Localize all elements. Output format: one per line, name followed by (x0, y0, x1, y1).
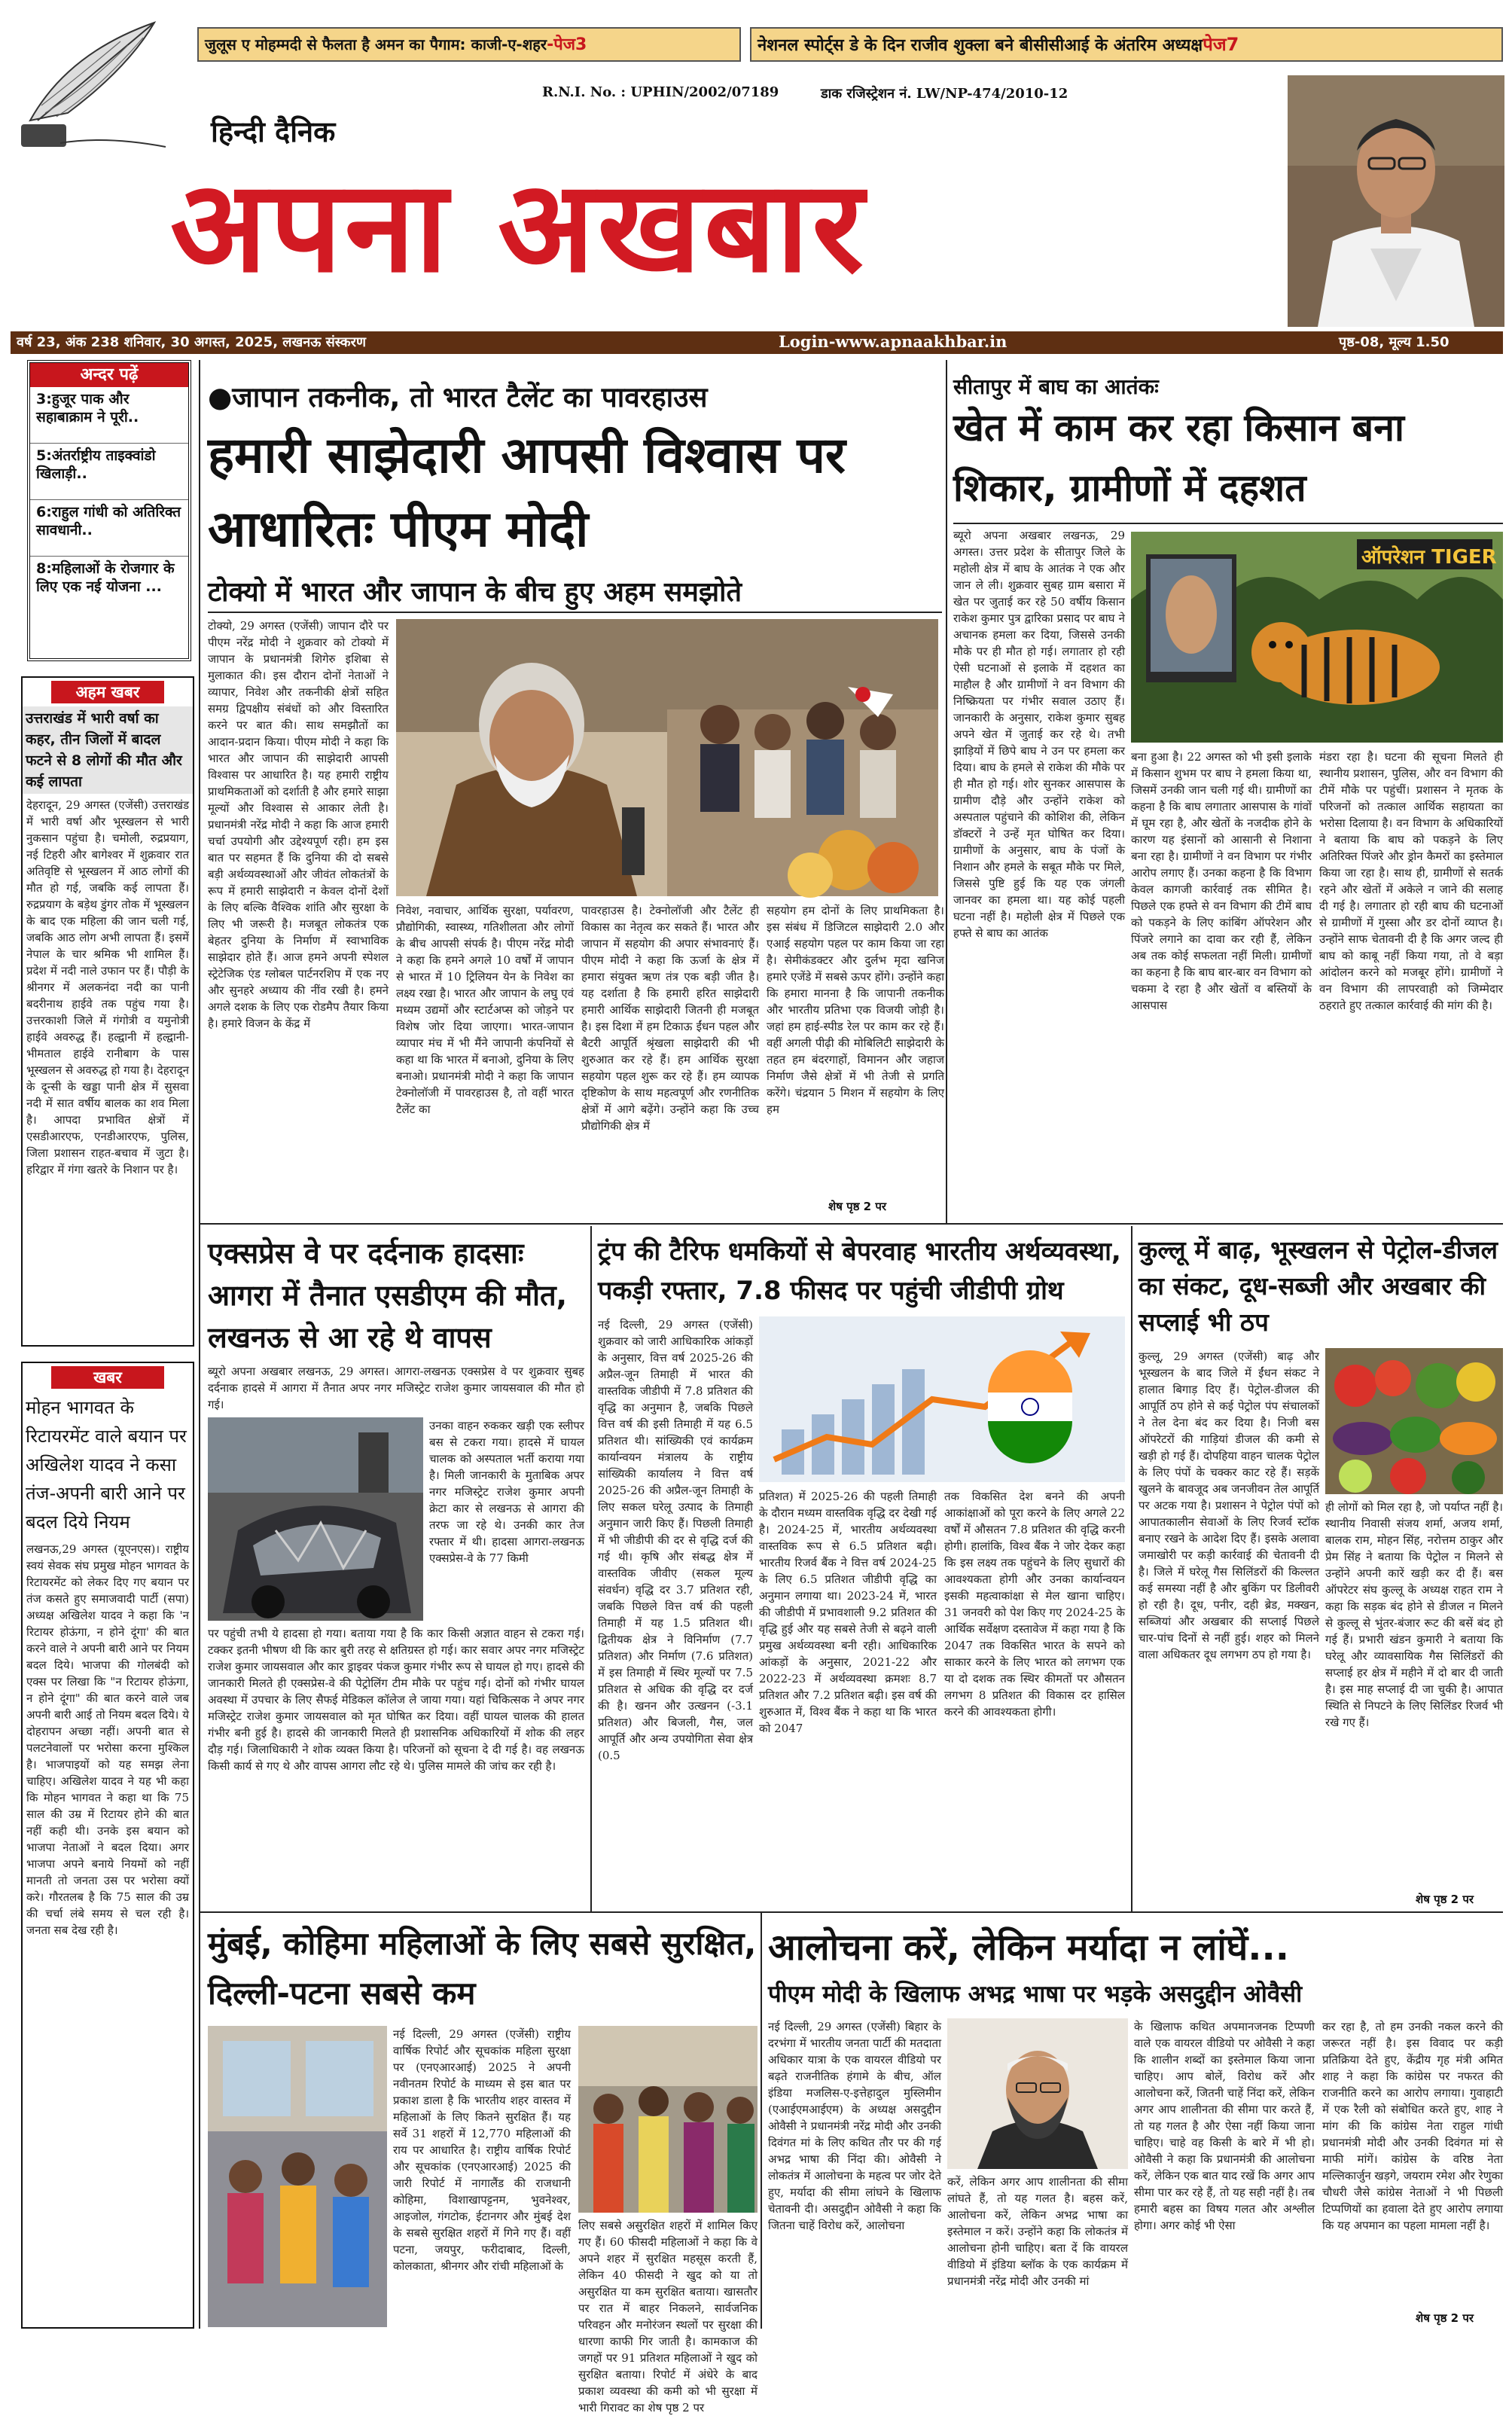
modi-column-b: निवेश, नवाचार, आर्थिक सुरक्षा, पर्यावरण, प्रौद्योगिकी, स्वास्थ्य, गतिशीलता और लोगों के बीच आपसी संपर्क है। पीएम नरेंद्र मोदी ने कहा कि हमने अगले 10 वर्षों में जापान से भारत में 10 ट्रिलियन येन के निवेश का लक्ष्य रखा है। भारत और जापान के लघु एवं मध्यम उद्यमों और स्टार्टअप्स को जोड़ने पर विशेष जोर दिया जाएगा। भारत-जापान व्यापार मंच में भी मैंने जापानी कंपनियों से कहा था कि भारत में बनाओ, दुनिया के लिए बनाओ। प्रधानमंत्री मोदी ने कहा कि जापान टेक्नोलॉजी में पावरहाउस है, तो वहीं भारत टैलेंट का (396, 904, 574, 1116)
gdp-chart-photo (759, 1316, 1125, 1482)
column-divider (590, 1226, 592, 1911)
divider (953, 523, 1503, 524)
column-divider (199, 360, 200, 2329)
tiger-photo (1131, 532, 1503, 743)
important-headline: उत्तराखंड में भारी वर्षा का कहर, तीन जिलों में बादल फटने से 8 लोगों की मौत और कई लापता (23, 706, 193, 794)
dateline-bar (11, 331, 1503, 354)
column-divider (761, 1913, 762, 2329)
rajeev-shukla-photo (1288, 75, 1504, 327)
modi-headline: हमारी साझेदारी आपसी विश्वास पर आधारितः पीएम मोदी (208, 426, 846, 558)
women-crowd-photo (578, 2026, 758, 2213)
women-column-b: लिए सबसे असुरक्षित शहरों में शामिल किए गए हैं। 60 फीसदी महिलाओं ने कहा कि वे अपने शहर में सुरक्षित महसूस करती हैं, लेकिन 40 फीसदी ने खुद को या तो असुरक्षित या कम सुरक्षित बताया। खासतौर पर रात में बाहर निकलने, सार्वजनिक परिवहन और मनोरंजन स्थलों पर सुरक्षा की धारणा काफी गिर जाती है। कामकाज की जगहों पर 91 प्रतिशत महिलाओं ने खुद को सुरक्षित बताया। रिपोर्ट में अंधेरे के बाद प्रकाश व्यवस्था की कमी को भी सुरक्षा में भारी गिरावट का शेष पृष्ठ 2 पर (578, 2219, 758, 2414)
modi-photo (396, 619, 938, 896)
modi-subhead: टोक्यो में भारत और जापान के बीच हुए अहम समझोते (208, 577, 742, 608)
inside-item[interactable]: 8:महिलाओं के रोजगार के लिए एक नई योजना ... (36, 560, 175, 595)
modi-kicker: ●जापान तकनीक, तो भारत टैलेंट का पावरहाउस (208, 381, 708, 413)
owaisi-continued[interactable]: शेष पृष्ठ 2 पर (1416, 2311, 1474, 2325)
women-column-a: नई दिल्ली, 29 अगस्त (एजेंसी) राष्ट्रीय वार्षिक रिपोर्ट और सूचकांक महिला सुरक्षा पर (एनएआरआई) 2025 ने अपनी नवीनतम रिपोर्ट के माध्यम से इस बात पर प्रकाश डाला है कि भारतीय शहर वास्तव में महिलाओं के लिए कितने सुरक्षित हैं। यह सर्वे 31 शहरों में 12,770 महिलाओं की राय पर आधारित है। राष्ट्रीय वार्षिक रिपोर्ट और सूचकांक (एनएआरआई) 2025 की जारी रिपोर्ट में नागालैंड की राजधानी कोहिमा, विशाखापट्टनम, भुवनेश्वर, आइजोल, गंगटोक, ईटानगर और मुंबई देश के सबसे सुरक्षित शहरों में गिने गए हैं। वहीं पटना, जयपुर, फरीदाबाद, दिल्ली, कोलकाता, श्रीनगर और रांची महिलाओं के (393, 2027, 571, 2273)
kullu-body-a: कुल्लू, 29 अगस्त (एजेंसी) बाढ़ और भूस्खलन के बाद जिले में ईंधन संकट ने हालात बिगाड़ दिए हैं। पेट्रोल-डीजल की आपूर्ति ठप होने से कई पेट्रोल पंप संचालकों ने तेल देना बंद कर दिया है। निजी बस ऑपरेटरों की गाड़ियां डीजल की कमी से खड़ी हो गई हैं। दोपहिया वाहन चालक पेट्रोल के लिए पंपों के चक्कर काट रहे हैं। सड़कें खुलने के बावजूद अब जनजीवन तेल आपूर्ति पर अटक गया है। प्रशासन ने पेट्रोल पंपों को आपातकालीन सेवाओं के लिए रिजर्व स्टॉक बनाए रखने के आदेश दिए हैं। इसके अलावा जमाखोरी पर कड़ी कार्रवाई की चेतावनी दी है। जिले में घरेलू गैस सिलिंडरों की किल्लत कई समस्या नहीं है और बुकिंग पर डिलीवरी हो रही है। दूध, पनीर, दही ब्रेड, मक्खन, सब्जियां और अखबार की सप्लाई पिछले चार-पांच दिनों से नहीं हुई। शहर को मिलने वाला अधिकतर दूध लगभग ठप हो गया है। (1139, 1350, 1319, 1661)
inside-box (27, 360, 191, 661)
women-headline: मुंबई, कोहिमा महिलाओं के लिए सबसे सुरक्षित, दिल्ली-पटना सबसे कम (208, 1925, 757, 2012)
dateline-right: पृष्ठ-08, मूल्य 1.50 (1339, 334, 1450, 350)
owaisi-column-a: नई दिल्ली, 29 अगस्त (एजेंसी) बिहार के दरभंगा में भारतीय जनता पार्टी की मतदाता अधिकार यात्रा के एक वायरल वीडियो पर बढ़ते राजनीतिक हंगामे के बीच, ऑल इंडिया मजलिस-ए-इत्तेहादुल मुस्लिमीन (एआईएमआईएम) के अध्यक्ष असदुद्दीन ओवैसी ने प्रधानमंत्री नरेंद्र मोदी और उनकी दिवंगत मां के लिए कथित तौर पर की गई अभद्र भाषा की निंदा की। ओवैसी ने लोकतंत्र में आलोचना के महत्व पर जोर देते हुए, मर्यादा की सीमा लांघने के खिलाफ चेतावनी दी। असदुद्दीन ओवैसी ने कहा कि जितना चाहें विरोध करें, आलोचना (768, 2020, 941, 2232)
news-box-body: लखनऊ,29 अगस्त (यूएनएस)। राष्ट्रीय स्वयं सेवक संघ प्रमुख मोहन भागवत के रिटायरमेंट को लेकर दिए गए बयान पर तंज कसते हुए समाजवादी पार्टी (सपा) अध्यक्ष अखिलेश यादव ने कहा कि 'न रिटायर होऊंगा, न होने दूंगा' की बात करने वाले ने अपनी बारी आने पर नियम बदल दिये। भाजपा की गोलबंदी को एक्स पर लिखा कि "न रिटायर होऊंगा, न होने दूंगा" की बात करने वाले जब अपनी बारी आई तो नियम बदल दिये। ये दोहरापन अच्छा नहीं। अपनी बात से पलटनेवालों पर भरोसा करना मुश्किल है। भाजपाइयों को यह समझ लेना चाहिए। अखिलेश यादव ने यह भी कहा कि मोहन भागवत ने कहा था कि 75 साल की उम्र में रिटायर होने की बात नहीं कही थी। उनके इस बयान को भाजपा नेताओं ने बदल दिया। अगर भाजपा अपने बनाये नियमों को नहीं मानती तो जनता उस पर भरोसा क्यों करे। गौरतलब है कि 75 साल की उम्र की चर्चा लंबे समय से चल रही है। जनता सब देख रही है। (26, 1542, 189, 1937)
kullu-continued[interactable]: शेष पृष्ठ 2 पर (1416, 1893, 1474, 1906)
tiger-image-caption: ऑपरेशन TIGER (1361, 546, 1497, 569)
agra-body-a: उनका वाहन रुककर खड़ी एक स्लीपर बस से टकरा गया। हादसे में घायल चालक को अस्पताल भर्ती कराया गया है। मिली जानकारी के मुताबिक अपर नगर मजिस्ट्रेट राजेश कुमार अपनी क्रेटा कार से लखनऊ से आगरा की तरफ जा रहे थे। उनकी कार तेज रफ्तार में थी। हादसा आगरा-लखनऊ एक्सप्रेस-वे के 77 किमी (429, 1419, 584, 1565)
agra-headline: एक्सप्रेस वे पर दर्दनाक हादसाः आगरा में तैनात एसडीएम की मौत, लखनऊ से आ रहे थे वापस (208, 1237, 568, 1354)
top-strip-left-page: -पेज3 (547, 35, 587, 54)
tiger-headline: खेत में काम कर रहा किसान बना शिकार, ग्रामीणों में दहशत (953, 406, 1404, 510)
vegetables-photo (1325, 1348, 1503, 1494)
tiger-column-c: मंडरा रहा है। घटना की सूचना मिलते ही स्थानीय प्रशासन, पुलिस, और वन विभाग की टीमें मौके पर पहुंचीं। प्रशासन ने मृतक के परिजनों को तत्काल आर्थिक सहायता का भरोसा दिलाया है। वन विभाग के अधिकारियों ने बताया कि बाघ को पकड़ने के लिए अतिरिक्त पिंजरे और ड्रोन कैमरों का इस्तेमाल किया जा रहा है। साथ ही, ग्रामीणों से सतर्क रहने और खेतों में अकेले न जाने की सलाह दी गई है। लगातार हो रही बाघ की घटनाओं से ग्रामीणों में गुस्सा और डर दोनों व्याप्त है। उन्होंने साफ चेतावनी दी है कि अगर जल्द ही बाघ को काबू नहीं किया गया, तो वे बड़ा आंदोलन करने को मजबूर होंगे। ग्रामीणों ने वन विभाग की लापरवाही को जिम्मेदार ठहराते हुए तत्काल कार्रवाई की मांग की है। (1319, 750, 1503, 1012)
divider (200, 1911, 1503, 1913)
top-strip-left-text: जुलूस ए मोहम्मदी से फैलता है अमन का पैगाम: काजी-ए-शहर (205, 35, 547, 53)
tiger-column-b: बना हुआ है। 22 अगस्त को भी इसी इलाके में किसान शुभम पर बाघ ने हमला किया था, जिसमें उनकी जान चली गई थी। ग्रामीणों का कहना है कि बाघ लगातार आसपास के गांवों में घूम रहा है, और खेतों के नजदीक होने के कारण यह इंसानों को आसानी से निशाना बना रहा है। ग्रामीणों ने वन विभाग पर गंभीर आरोप लगाए हैं। उनका कहना है कि विभाग केवल कागजी कार्रवाई तक सीमित है। पिछले एक हफ्ते से वन विभाग की टीमें बाघ को पकड़ने के लिए कांबिंग ऑपरेशन और पिंजरे लगाने का दावा कर रही हैं, लेकिन अब तक कोई सफलता नहीं मिली। ग्रामीणों का कहना है कि बाघ बार-बार वन विभाग को चकमा दे रहा है और खेतों व बस्तियों के आसपास (1131, 750, 1312, 1012)
inside-item[interactable]: 6:राहुल गांधी को अतिरिक्त सावधानी.. (30, 500, 188, 557)
tiger-kicker: सीतापुर में बाघ का आतंकः (953, 374, 1159, 399)
modi-column-d: सहयोग हम दोनों के लिए प्राथमिकता है। इस संबंध में डिजिटल साझेदारी 2.0 और एआई सहयोग पहल पर काम किया जा रहा है। सेमीकंडक्टर और दुर्लभ मृदा खनिज हमारे एजेंडे में सबसे ऊपर होंगे। उन्होंने कहा कि हमारा मानना है कि जापानी तकनीक और भारतीय प्रतिभा एक विजयी जोड़ी है। जहां हम हाई-स्पीड रेल पर काम कर रहे हैं। वहीं अगली पीढ़ी की मोबिलिटी साझेदारी के तहत हम बंदरगाहों, विमानन और जहाज निर्माण जैसे क्षेत्रों में भी तेजी से प्रगति करेंगे। चंद्रयान 5 मिशन में सहयोग के लिए हम (767, 904, 944, 1116)
column-divider (1131, 1226, 1132, 1911)
inside-item[interactable]: 3:हुजूर पाक और सहाबाक्राम ने पूरी.. (30, 387, 188, 444)
top-strip-right[interactable] (750, 27, 1503, 62)
gdp-column-a: नई दिल्ली, 29 अगस्त (एजेंसी) शुक्रवार को जारी आधिकारिक आंकड़ों के अनुसार, वित्त वर्ष 2025-26 की अप्रैल-जून तिमाही में भारत की वास्तविक जीडीपी में 7.8 प्रतिशत की वृद्धि का अनुमान है, जबकि पिछले वित्त वर्ष की इसी तिमाही में यह 6.5 प्रतिशत थी। सांख्यिकी एवं कार्यक्रम कार्यान्वयन मंत्रालय के राष्ट्रीय सांख्यिकी कार्यालय ने वित्त वर्ष 2025-26 की अप्रैल-जून तिमाही के लिए सकल घरेलू उत्पाद के तिमाही अनुमान जारी किए हैं। पिछली तिमाही में भी जीडीपी की दर से वृद्धि दर्ज की गई थी। कृषि और संबद्ध क्षेत्र में वास्तविक जीवीए (सकल मूल्य संवर्धन) वृद्धि दर 3.7 प्रतिशत रही, जबकि पिछले वित्त वर्ष की पहली तिमाही में यह 1.5 प्रतिशत थी। द्वितीयक क्षेत्र ने विनिर्माण (7.7 प्रतिशत) और निर्माण (7.6 प्रतिशत) में इस तिमाही में स्थिर मूल्यों पर 7.5 प्रतिशत से अधिक की वृद्धि दर दर्ज की है। खनन और उत्खनन (-3.1 प्रतिशत) और बिजली, गैस, जल आपूर्ति और अन्य उपयोगिता सेवा क्षेत्र (0.5 (598, 1318, 753, 1762)
news-box-headline: मोहन भागवत के रिटायरमेंट वाले बयान पर अखिलेश यादव ने कसा तंज-अपनी बारी आने पर बदल दिये नियम (26, 1397, 187, 1533)
kullu-body-b: ही लोगों को मिल रहा है, जो पर्याप्त नहीं है। स्थानीय निवासी संजय शर्मा, अजय शर्मा, बालक राम, मोहन सिंह, नरोत्तम ठाकुर और प्रेम सिंह ने बताया कि पेट्रोल न मिलने से उन्होंने अपनी कारें खड़ी कर दी हैं। बस ऑपरेटर संघ कुल्लू के अध्यक्ष राहत राम ने कहा कि सड़क बंद होने से डीजल न मिलने से कुल्लू से भुंतर-बंजार रूट की बसें बंद हो गई हैं। प्रभारी खंडन कुमारी ने बताया कि घरेलू और व्यावसायिक गैस सिलिंडरों की सप्लाई हर क्षेत्र में महीने में दो बार दी जाती है। इस माह सप्लाई दी जा चुकी है। आपात स्थिति से निपटने के लिए सिलिंडर रिजर्व भी रखे गए हैं। (1325, 1500, 1503, 1729)
divider (200, 1223, 1503, 1225)
dateline-left: वर्ष 23, अंक 238 शनिवार, 30 अगस्त, 2025, लखनऊ संस्करण (17, 334, 366, 350)
accident-photo (208, 1417, 423, 1621)
rni-number: R.N.I. No. : UPHIN/2002/07189 (542, 84, 779, 100)
modi-column-c: पावरहाउस है। टेक्नोलॉजी और टैलेंट ही विकास का नेतृत्व कर सकते हैं। भारत और जापान में सहयोग की अपार संभावनाएं हैं। पीएम मोदी ने कहा कि ऊर्जा के क्षेत्र में हमारा संयुक्त ऋण तंत्र एक बड़ी जीत है। यह दर्शाता है कि हमारी हरित साझेदारी हमारी आर्थिक साझेदारी जितनी ही मजबूत है। इस दिशा में हम टिकाऊ ईंधन पहल और बैटरी आपूर्ति श्रृंखला साझेदारी की भी शुरुआत कर रहे हैं। हम आर्थिक सुरक्षा सहयोग पहल शुरू कर रहे हैं। हम व्यापक दृष्टिकोण के साथ महत्वपूर्ण और रणनीतिक क्षेत्रों में आगे बढ़ेंगे। उन्होंने कहा कि उच्च प्रौद्योगिकी क्षेत्र में (581, 904, 759, 1133)
owaisi-column-d: कर रहा है, तो हम उनकी नकल करने की जरूरत नहीं है। इस विवाद पर कड़ी प्रतिक्रिया देते हुए, केंद्रीय गृह मंत्री अमित शाह ने कहा कि कांग्रेस पर नफरत की राजनीति करने का आरोप लगाया। गुवाहाटी में एक रैली को संबोधित करते हुए, शाह ने मांग की कि कांग्रेस नेता राहुल गांधी प्रधानमंत्री मोदी और उनकी दिवंगत मां से माफी मांगें। कांग्रेस के वरिष्ठ नेता मल्लिकार्जुन खड़गे, जयराम रमेश और रेणुका चौधरी जैसे कांग्रेस नेताओं ने भी पिछली टिप्पणियों का हवाला देते हुए आरोप लगाया कि यह अपमान का पहला मामला नहीं है। (1322, 2020, 1503, 2232)
gdp-column-c: तक विकसित देश बनने की अपनी आकांक्षाओं को पूरा करने के लिए अगले 22 वर्षों में औसतन 7.8 प्रतिशत की वृद्धि करनी होगी। हालांकि, विश्व बैंक ने जोर देकर कहा कि इस लक्ष्य तक पहुंचने के लिए सुधारों की आवश्यकता होगी और उनका कार्यान्वयन इसकी महत्वाकांक्षा से मेल खाना चाहिए। 31 जनवरी को पेश किए गए 2024-25 के आर्थिक सर्वेक्षण दस्तावेज में कहा गया है कि 2047 तक विकसित भारत के सपने को साकार करने के लिए भारत को लगभग एक या दो दशक तक स्थिर कीमतों पर औसतन लगभग 8 प्रतिशत की विकास दर हासिल करने की आवश्यकता होगी। (944, 1490, 1125, 1719)
masthead-title: अपना अखबार (170, 153, 867, 300)
agra-body-b: पर पहुंची तभी ये हादसा हो गया। बताया गया है कि कार किसी अज्ञात वाहन से टकरा गई। टक्कर इतनी भीषण थी कि कार बुरी तरह से क्षतिग्रस्त हो गई। कार सवार अपर नगर मजिस्ट्रेट राजेश कुमार जायसवाल और कार ड्राइवर पंकज कुमार गंभीर रूप से घायल हो गए। हादसे की जानकारी मिलते ही एक्सप्रेस-वे की पेट्रोलिंग टीम मौके पर पहुंच गई। दोनों को गंभीर घायल अवस्था में उपचार के लिए सैफई मेडिकल कॉलेज ले जाया गया। यहां चिकित्सक ने अपर नगर मजिस्ट्रेट राजेश कुमार जायसवाल को मृत घोषित कर दिया। वहीं घायल चालक की हालत गंभीर बनी हुई है। हादसे की जानकारी मिलते ही प्रशासनिक अधिकारियों में शोक की लहर दौड़ गई। जिलाधिकारी ने शोक व्यक्त किया है। परिजनों को सूचना दे दी गई है। वह लखनऊ किसी कार्य से गए थे और वापस आगरा लौट रहे थे। पुलिस मामले की जांच कर रही है। (208, 1627, 584, 1773)
agra-lead: ब्यूरो अपना अखबार लखनऊ, 29 अगस्त। आगरा-लखनऊ एक्सप्रेस वे पर शुक्रवार सुबह दर्दनाक हादसे में आगरा में तैनात अपर नगर मजिस्ट्रेट राजेश कुमार जायसवाल की मौत हो गई। (208, 1365, 584, 1411)
masthead-tagline: हिन्दी दैनिक (211, 115, 336, 148)
top-strip-right-text: नेशनल स्पोर्ट्स डे के दिन राजीव शुक्ला बने बीसीसीआई के अंतरिम अध्यक्ष (758, 36, 1203, 55)
owaisi-headline: आलोचना करें, लेकिन मर्यादा न लांघें... (768, 1926, 1289, 1969)
important-box (21, 676, 194, 1347)
website-link[interactable]: Login-www.apnaakhbar.in (779, 332, 1007, 351)
owaisi-subhead: पीएम मोदी के खिलाफ अभद्र भाषा पर भड़के असदुद्दीन ओवैसी (768, 1981, 1303, 2008)
divider (208, 612, 942, 613)
postal-registration: डाक रजिस्ट्रेशन नं. LW/NP-474/2010-12 (821, 86, 1068, 102)
women-column-c-text: सार्वजनिक परिवहन और मनोरंजन स्थलों पर सुरक्षा की धारणा काफी गिर जाती है। कामकाज की जगहों पर 91 प्रतिशत महिलाओं ने खुद को सुरक्षित बताया। रिपोर्ट में अंधेरे के बाद प्रकाश व्यवस्था की कमी को भी सुरक्षा में भारी गिरावट का शेष पृष्ठ 2 पर (578, 2302, 758, 2414)
inside-title: अन्दर पढ़ें (30, 363, 188, 387)
news-box-title: खबर (51, 1366, 164, 1389)
women-train-photo (208, 2026, 387, 2327)
gdp-headline: ट्रंप की टैरिफ धमकियों से बेपरवाह भारतीय अर्थव्यवस्था, पकड़ी रफ्तार, 7.8 फीसद पर पहुंची जीडीपी ग्रोथ (598, 1237, 1121, 1306)
inside-item[interactable]: 5:अंतर्राष्ट्रीय ताइक्वांडो खिलाड़ी.. (30, 444, 188, 500)
top-strip-right-page: पेज7 (1203, 34, 1239, 55)
owaisi-column-b: करें, लेकिन अगर आप शालीनता की सीमा लांघते हैं, तो यह गलत है। बहस करें, आलोचना करें, लेकिन अभद्र भाषा का इस्तेमाल न करें। उन्होंने कहा कि लोकतंत्र में आलोचना होनी चाहिए। बता दें कि वायरल वीडियो में इंडिया ब्लॉक के एक कार्यक्रम में प्रधानमंत्री नरेंद्र मोदी और उनकी मां (947, 2175, 1128, 2288)
quill-logo (15, 8, 173, 158)
tiger-column-a: ब्यूरो अपना अखबार लखनऊ, 29 अगस्त। उत्तर प्रदेश के सीतापुर जिले के महोली क्षेत्र में बाघ के आतंक ने एक और जान ले ली। शुक्रवार सुबह ग्राम बसारा में खेत पर जुताई कर रहे 50 वर्षीय किसान राकेश कुमार पुत्र द्वारिका प्रसाद पर बाघ ने अचानक हमला कर दिया, जिससे उनकी मौके पर ही मौत हो गई। लगातार हो रही ऐसी घटनाओं से इलाके में दहशत का माहौल है और ग्रामीणों ने वन विभाग की निष्क्रियता पर गंभीर सवाल उठाए हैं। जानकारी के अनुसार, राकेश कुमार सुबह अपने खेत में जुताई कर रहे थे। तभी झाड़ियों में छिपे बाघ ने उन पर हमला कर दिया। बाघ के हमले से राकेश की मौके पर ही मौत हो गई। शोर सुनकर आसपास के ग्रामीण दौड़े और उन्होंने राकेश को अस्पताल पहुंचाने की कोशिश की, लेकिन डॉक्टरों ने उन्हें मृत घोषित कर दिया। ग्रामीणों के अनुसार, बाघ के पंजों के निशान और हमले के सबूत मौके पर मिले, जिससे पुष्टि हुई कि यह एक जंगली जानवर का हमला था। यह कोई पहली घटना नहीं है। महोली क्षेत्र में पिछले एक हफ्ते से बाघ का आतंक (953, 529, 1125, 940)
kullu-headline: कुल्लू में बाढ़, भूस्खलन से पेट्रोल-डीजल का संकट, दूध-सब्जी और अखबार की सप्लाई भी ठप (1139, 1235, 1498, 1337)
modi-column-a: टोक्यो, 29 अगस्त (एजेंसी) जापान दौरे पर पीएम नरेंद्र मोदी ने शुक्रवार को टोक्यो में जापान के प्रधानमंत्री शिगेरु इशिबा से मुलाकात की। इस दौरान दोनों नेताओं ने व्यापार, निवेश और तकनीकी क्षेत्रों सहित समग्र द्विपक्षीय संबंधों को और विस्तारित करने पर बात की। साथ समझौतों का आदान-प्रदान किया। पीएम मोदी ने कहा कि भारत और जापान की साझेदारी आपसी विश्वास पर आधारित है। यह हमारी राष्ट्रीय प्राथमिकताओं को दर्शाती है और हमारे साझा मूल्यों और विश्वास से आकार लेती है। प्रधानमंत्री नरेंद्र मोदी ने कहा कि आज हमारी चर्चा उपयोगी और उद्देश्यपूर्ण रही। हम इस बात पर सहमत हैं कि दुनिया की दो सबसे बड़ी अर्थव्यवस्थाओं और जीवंत लोकतंत्रों के रूप में हमारी साझेदारी न केवल दोनों देशों के लिए बल्कि वैश्विक शांति और सुरक्षा के लिए भी जरूरी है। मजबूत लोकतंत्र एक बेहतर दुनिया के निर्माण में स्वाभाविक साझेदार होते हैं। आज हमने अपनी स्पेशल स्ट्रेटेजिक एंड ग्लोबल पार्टनरशिप में एक नए और सुनहरे अध्याय की नींव रखी है। हमने अगले दशक के लिए एक रोडमैप तैयार किया है। हमारे विजन के केंद्र में (208, 619, 389, 1030)
top-strip-left[interactable] (197, 27, 741, 62)
gdp-column-b: प्रतिशत) में 2025-26 की पहली तिमाही के दौरान मध्यम वास्तविक वृद्धि दर देखी गई है। 2024-25 में, भारतीय अर्थव्यवस्था वास्तविक रूप से 6.5 प्रतिशत बढ़ी। भारतीय रिजर्व बैंक ने वित्त वर्ष 2024-25 के लिए 6.5 प्रतिशत जीडीपी वृद्धि का अनुमान लगाया था। 2023-24 में, भारत की जीडीपी में प्रभावशाली 9.2 प्रतिशत की वृद्धि हुई और यह सबसे तेजी से बढ़ने वाली प्रमुख अर्थव्यवस्था बनी रही। आधिकारिक आंकड़ों के अनुसार, 2021-22 और 2022-23 में अर्थव्यवस्था क्रमशः 8.7 प्रतिशत और 7.2 प्रतिशत बढ़ी। इस वर्ष की शुरुआत में, विश्व बैंक ने कहा था कि भारत को 2047 (759, 1490, 937, 1735)
owaisi-column-c: के खिलाफ कथित अपमानजनक टिप्पणी वाले एक वायरल वीडियो पर ओवैसी ने कहा कि शालीन शब्दों का इस्तेमाल किया जाना चाहिए। आप बोलें, विरोध करें और आलोचना करें, जितनी चाहें निंदा करें, लेकिन अगर आप शालीनता की सीमा पार करते हैं, तो यह गलत है और ऐसा नहीं किया जाना चाहिए। चाहे वह किसी के बारे में भी हो। ओवैसी ने कहा कि प्रधानमंत्री की आलोचना करें, लेकिन एक बात याद रखें कि अगर आप सीमा पार कर रहे हैं, तो यह सही नहीं है। तब हमारी बहस का विषय गलत और अश्लील होगा। अगर कोई भी ऐसा (1134, 2020, 1315, 2232)
modi-continued[interactable]: शेष पृष्ठ 2 पर (828, 1200, 886, 1213)
news-box (21, 1362, 194, 2329)
owaisi-photo (947, 2018, 1128, 2169)
column-divider (946, 360, 947, 1225)
important-title: अहम खबर (51, 681, 164, 703)
important-body: देहरादून, 29 अगस्त (एजेंसी) उत्तराखंड में भारी वर्षा और भूस्खलन से भारी नुकसान पहुंचा है। चमोली, रुद्रप्रयाग, नई टिहरी और बागेश्वर में शुक्रवार रात अतिवृष्टि से भूस्खलन में आठ लोगों की मौत हो गई, जबकि कई लापता हैं। रुद्रप्रयाग के बड़ेथ डुंगर तोक में भूस्खलन के बाद एक महिला की जान चली गई, जबकि आठ लोग अभी लापता हैं। इसमें नेपाल के चार श्रमिक भी शामिल हैं। प्रदेश में नदी नाले उफान पर हैं। पौड़ी के श्रीनगर में अलकनंदा नदी का पानी बदरीनाथ हाईवे तक पहुंच गया है। उत्तरकाशी जिले में गंगोत्री व यमुनोत्री हाईवे अवरुद्ध हैं। हल्द्वानी में हल्द्वानी-भीमताल हाईवे रानीबाग के पास भूस्खलन से अवरुद्ध हो गया है। देहरादून के दून्सी के खड्डा पानी क्षेत्र में सुसवा नदी में सात वर्षीय बालक का शव मिला है। आपदा प्रभावित क्षेत्रों में एसडीआरएफ, एनडीआरएफ, पुलिस, जिला प्रशासन राहत-बचाव में जुटा है। हरिद्वार में गंगा खतरे के निशान पर है। (26, 798, 189, 1176)
